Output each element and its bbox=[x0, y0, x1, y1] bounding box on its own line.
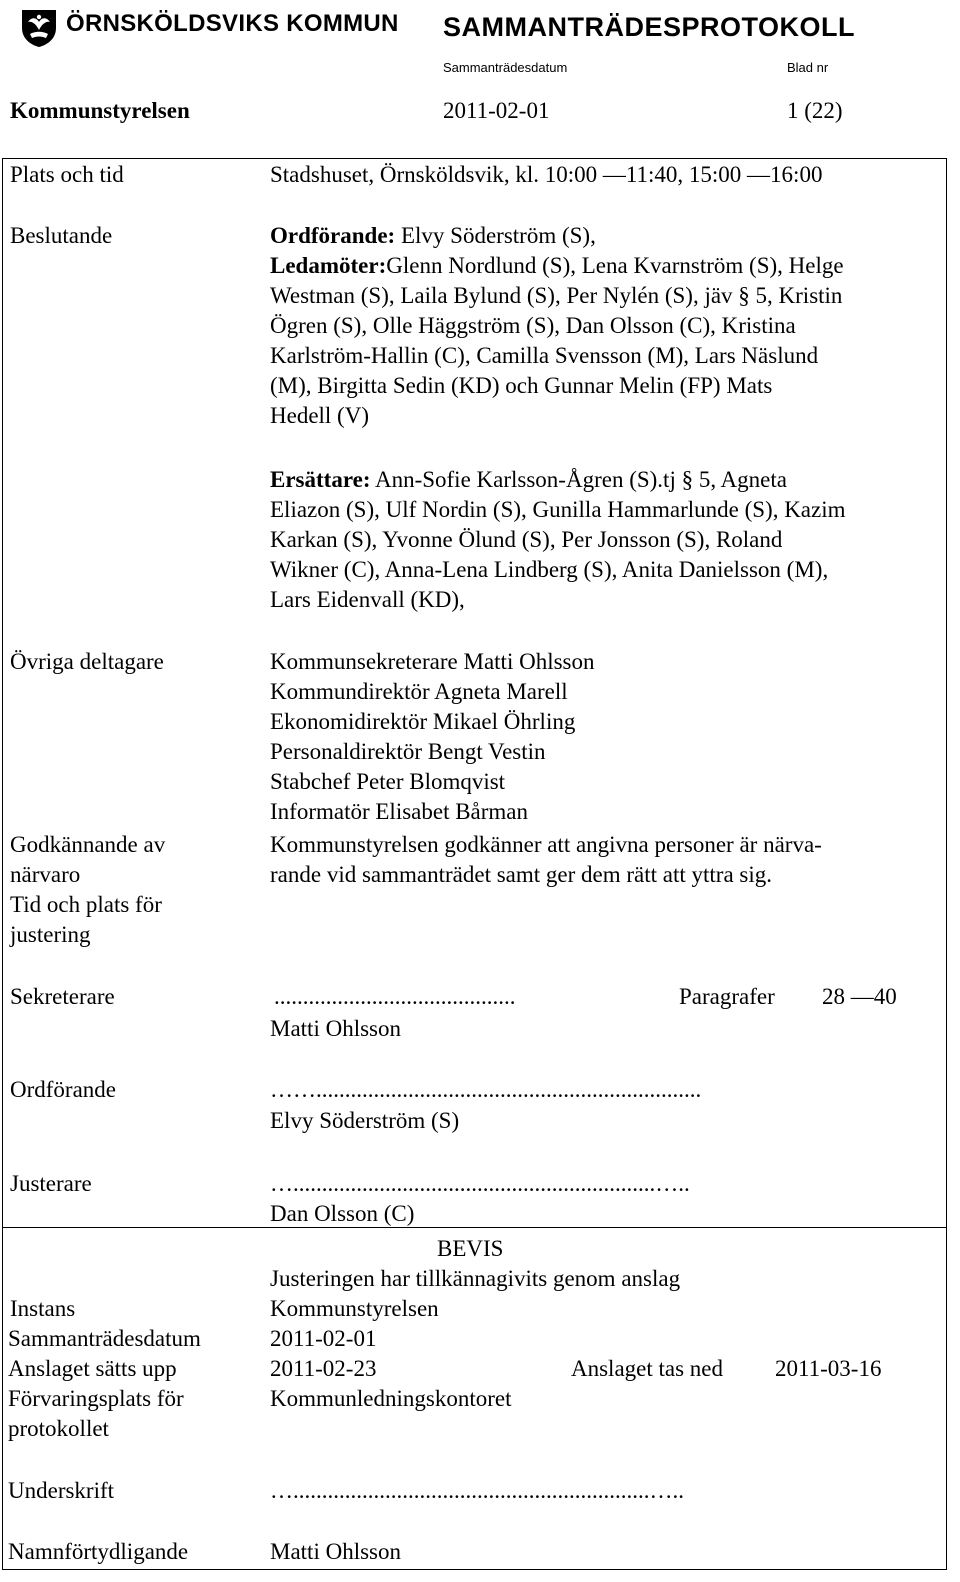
members-block bbox=[270, 251, 844, 431]
approval-text-line: Kommunstyrelsen godkänner att angivna personer är närva- bbox=[270, 832, 822, 857]
paragraphs-value: 28 —40 bbox=[822, 984, 897, 1009]
adjuster-label: Justerare bbox=[10, 1171, 92, 1196]
approval-label-line: närvaro bbox=[10, 862, 81, 887]
substitutes-line: Karkan (S), Yvonne Ölund (S), Per Jonsson (S), Roland bbox=[270, 527, 783, 552]
instance-value: Kommunstyrelsen bbox=[270, 1296, 439, 1321]
instance-label: Instans bbox=[10, 1296, 76, 1321]
signature-label: Underskrift bbox=[8, 1478, 115, 1503]
place-time-value: Stadshuset, Örnsköldsvik, kl. 10:00 —11:40, 15:00 —16:00 bbox=[270, 162, 823, 187]
deciding-label: Beslutande bbox=[10, 223, 113, 248]
participant: Kommundirektör Agneta Marell bbox=[270, 679, 568, 704]
members-line: (M), Birgitta Sedin (KD) och Gunnar Melin (FP) Mats bbox=[270, 373, 773, 398]
chair-name: Elvy Söderström (S) bbox=[270, 1108, 460, 1133]
participant: Kommunsekreterare Matti Ohlsson bbox=[270, 649, 595, 674]
approval-text-line: rande vid sammanträdet samt ger dem rätt att yttra sig. bbox=[270, 862, 773, 887]
substitutes-line: Lars Eidenvall (KD), bbox=[270, 587, 465, 612]
chair-prefix: Ordförande: bbox=[270, 223, 396, 248]
secretary-name: Matti Ohlsson bbox=[270, 1016, 401, 1041]
certificate-title: BEVIS bbox=[437, 1236, 504, 1261]
meeting-date: 2011-02-01 bbox=[443, 98, 550, 123]
substitutes-line: Wikner (C), Anna-Lena Lindberg (S), Anita Danielsson (M), bbox=[270, 557, 829, 582]
certificate-date-value: 2011-02-01 bbox=[270, 1326, 377, 1351]
document-title: SAMMANTRÄDESPROTOKOLL bbox=[443, 12, 855, 42]
participant: Informatör Elisabet Bårman bbox=[270, 799, 529, 824]
substitutes-line: Ann-Sofie Karlsson-Ågren (S).tj § 5, Agneta bbox=[370, 467, 787, 492]
certificate-date-label: Sammanträdesdatum bbox=[8, 1326, 201, 1351]
chair-value: Elvy Söderström (S), bbox=[395, 223, 596, 248]
storage-label-line: Förvaringsplats för bbox=[8, 1386, 184, 1411]
approval-label-line: Godkännande av bbox=[10, 832, 166, 857]
chair-line bbox=[270, 221, 596, 251]
adjustment-label-line: Tid och plats för bbox=[10, 892, 162, 917]
approval-text bbox=[270, 830, 822, 890]
board-name: Kommunstyrelsen bbox=[10, 98, 190, 123]
members-line: Westman (S), Laila Bylund (S), Per Nylén (S), jäv § 5, Kristin bbox=[270, 283, 843, 308]
posted-label: Anslaget sätts upp bbox=[8, 1356, 177, 1381]
name-clarification-value: Matti Ohlsson bbox=[270, 1539, 401, 1564]
participant: Stabchef Peter Blomqvist bbox=[270, 769, 506, 794]
members-line: Hedell (V) bbox=[270, 403, 369, 428]
signature-line: …..............................................................….. bbox=[270, 1478, 684, 1503]
chair-signature-line: ……................................................................... bbox=[270, 1077, 702, 1102]
storage-value: Kommunledningskontoret bbox=[270, 1386, 512, 1411]
certificate-subtitle: Justeringen har tillkännagivits genom anslag bbox=[270, 1266, 681, 1291]
approval-label bbox=[10, 830, 165, 950]
secretary-label: Sekreterare bbox=[10, 984, 115, 1009]
posted-date: 2011-02-23 bbox=[270, 1356, 377, 1381]
adjuster-name: Dan Olsson (C) bbox=[270, 1201, 415, 1226]
page-number: 1 (22) bbox=[787, 98, 843, 123]
members-line: Glenn Nordlund (S), Lena Kvarnström (S), Helge bbox=[386, 253, 844, 278]
meeting-date-label: Sammanträdesdatum bbox=[443, 60, 568, 75]
other-participants-list bbox=[270, 647, 594, 827]
participant: Personaldirektör Bengt Vestin bbox=[270, 739, 546, 764]
adjustment-label-line: justering bbox=[10, 922, 91, 947]
place-time-label: Plats och tid bbox=[10, 162, 124, 187]
members-prefix: Ledamöter: bbox=[270, 253, 387, 278]
removed-label: Anslaget tas ned bbox=[571, 1356, 724, 1381]
page-number-label: Blad nr bbox=[787, 60, 829, 75]
storage-label bbox=[8, 1384, 184, 1444]
substitutes-line: Eliazon (S), Ulf Nordin (S), Gunilla Hammarlunde (S), Kazim bbox=[270, 497, 846, 522]
name-clarification-label: Namnförtydligande bbox=[8, 1539, 189, 1564]
members-line: Ögren (S), Olle Häggström (S), Dan Olsson (C), Kristina bbox=[270, 313, 796, 338]
municipality-name: ÖRNSKÖLDSVIKS KOMMUN bbox=[66, 10, 399, 37]
adjuster-signature-line: …...............................................................….. bbox=[270, 1171, 690, 1196]
substitutes-prefix: Ersättare: bbox=[270, 467, 371, 492]
participant: Ekonomidirektör Mikael Öhrling bbox=[270, 709, 576, 734]
removed-date: 2011-03-16 bbox=[775, 1356, 882, 1381]
chair-signature-label: Ordförande bbox=[10, 1077, 117, 1102]
members-line: Karlström-Hallin (C), Camilla Svensson (M), Lars Näslund bbox=[270, 343, 819, 368]
storage-label-line: protokollet bbox=[8, 1416, 109, 1441]
paragraphs-label: Paragrafer bbox=[679, 984, 775, 1009]
other-participants-label: Övriga deltagare bbox=[10, 649, 164, 674]
secretary-signature-line: .......................................... bbox=[274, 984, 516, 1009]
coat-of-arms-icon bbox=[20, 8, 58, 48]
substitutes-block bbox=[270, 465, 846, 615]
